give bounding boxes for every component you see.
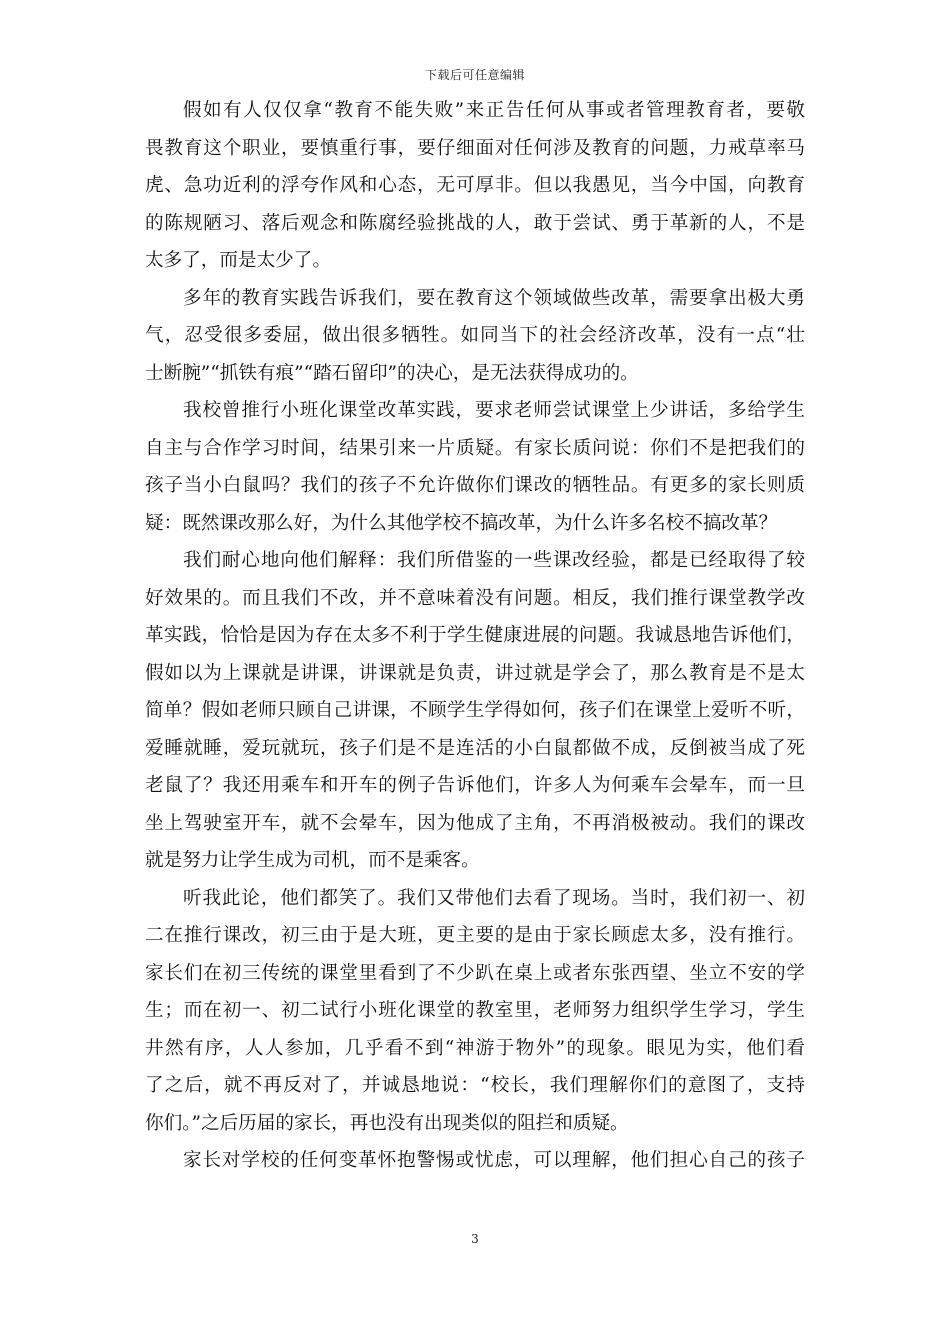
paragraph [145, 542, 805, 880]
text-line: 就是努力让学生成为司机，而不是乘客。 [145, 850, 480, 871]
text-line: 你们。”之后历届的家长，再也没有出现类似的阻拦和质疑。 [145, 1112, 629, 1134]
text-line: 我们耐心地向他们解释：我们所借鉴的一些课改经验，都是已经取得了较 [183, 550, 805, 571]
page-number: 3 [471, 1232, 479, 1246]
text-line: 革实践，恰恰是因为存在太多不利于学生健康进展的问题。我诚恳地告诉他们， [145, 625, 805, 646]
text-line: 简单？假如老师只顾自己讲课，不顾学生学得如何，孩子们在课堂上爱听不听， [145, 700, 805, 721]
text-line: 生；而在初一、初二试行小班化课堂的教室里，老师努力组织学生学习，学生 [145, 1000, 805, 1021]
paragraph [145, 92, 805, 280]
text-line: 二在推行课改，初三由于是大班，更主要的是由于家长顾虑太多，没有推行。 [145, 925, 805, 946]
text-line: 气，忍受很多委屈，做出很多牺牲。如同当下的社会经济改革，没有一点“壮 [145, 325, 805, 346]
paragraph [145, 1142, 805, 1180]
text-line: 假如有人仅仅拿“教育不能失败”来正告任何从事或者管理教育者，要敬 [183, 100, 805, 121]
page-header: 下载后可任意编辑 [424, 68, 525, 82]
text-line: 疑：既然课改那么好，为什么其他学校不搞改革，为什么许多名校不搞改革？ [145, 512, 778, 534]
text-line: 的陈规陋习、落后观念和陈腐经验挑战的人，敢于尝试、勇于革新的人，不是 [145, 212, 805, 234]
body-text [145, 92, 805, 1180]
text-line: 我校曾推行小班化课堂改革实践，要求老师尝试课堂上少讲话，多给学生 [183, 400, 805, 421]
text-line: 井然有序，人人参加，几乎看不到“神游于物外”的现象。眼见为实，他们看 [145, 1037, 805, 1059]
text-line: 老鼠了？我还用乘车和开车的例子告诉他们，许多人为何乘车会晕车，而一旦 [145, 775, 805, 796]
text-line: 了之后，就不再反对了，并诚恳地说：“校长，我们理解你们的意图了，支持 [145, 1075, 805, 1096]
text-line: 虎、急功近利的浮夸作风和心态，无可厚非。但以我愚见，当今中国，向教育 [145, 175, 805, 196]
text-line: 多年的教育实践告诉我们，要在教育这个领域做些改革，需要拿出极大勇 [183, 287, 805, 309]
text-line: 家长对学校的任何变革怀抱警惕或忧虑，可以理解，他们担心自己的孩子 [183, 1150, 805, 1171]
text-line: 听我此论，他们都笑了。我们又带他们去看了现场。当时，我们初一、初 [183, 887, 805, 909]
text-line: 坐上驾驶室开车，就不会晕车，因为他成了主角，不再消极被动。我们的课改 [145, 812, 805, 834]
text-line: 好效果的。而且我们不改，并不意味着没有问题。相反，我们推行课堂教学改 [145, 587, 805, 609]
text-line: 家长们在初三传统的课堂里看到了不少趴在桌上或者东张西望、坐立不安的学 [145, 962, 805, 984]
text-line: 自主与合作学习时间，结果引来一片质疑。有家长质问说：你们不是把我们的 [145, 437, 805, 459]
paragraph [145, 280, 805, 393]
text-line: 畏教育这个职业，要慎重行事，要仔细面对任何涉及教育的问题，力戒草率马 [145, 137, 805, 159]
text-line: 士断腕”“抓铁有痕”“踏石留印”的决心，是无法获得成功的。 [145, 362, 639, 384]
paragraph [145, 880, 805, 1143]
text-line: 太多了，而是太少了。 [145, 250, 331, 271]
text-line: 爱睡就睡，爱玩就玩，孩子们是不是连活的小白鼠都做不成，反倒被当成了死 [145, 737, 805, 759]
text-line: 假如以为上课就是讲课，讲课就是负责，讲过就是学会了，那么教育是不是太 [145, 662, 805, 684]
text-line: 孩子当小白鼠吗？我们的孩子不允许做你们课改的牺牲品。有更多的家长则质 [145, 475, 805, 496]
paragraph [145, 392, 805, 542]
